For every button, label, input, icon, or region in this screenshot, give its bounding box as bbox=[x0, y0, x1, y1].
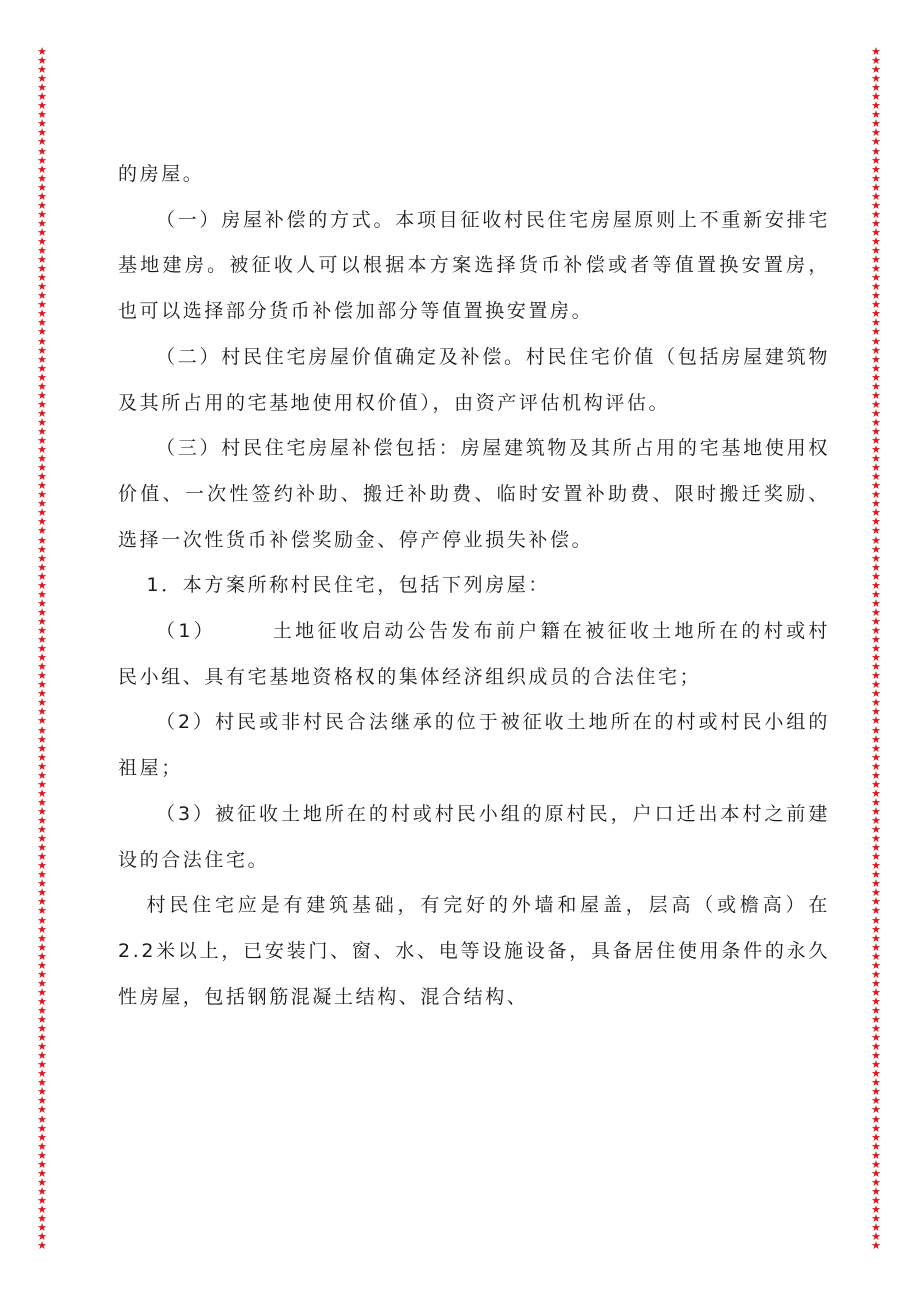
document-body bbox=[118, 152, 830, 1020]
paragraph-compensation-items: （三）村民住宅房屋补偿包括：房屋建筑物及其所占用的宅基地使用权价值、一次性签约补助、搬迁补助费、临时安置补助费、限时搬迁奖励、选择一次性货币补偿奖励金、停产停业损失补偿。 bbox=[118, 437, 830, 551]
paragraph-residence-criteria: 村民住宅应是有建筑基础，有完好的外墙和屋盖，层高（或檐高）在2.2米以上，已安装门、窗、水、电等设施设备，具备居住使用条件的永久性房屋，包括钢筋混凝土结构、混合结构、 bbox=[118, 894, 830, 1008]
item-1-marker: （1） bbox=[156, 620, 217, 643]
paragraph-item-2: （2）村民或非村民合法继承的位于被征收土地所在的村或村民小组的祖屋； bbox=[118, 711, 830, 780]
paragraph-compensation-method: （一）房屋补偿的方式。本项目征收村民住宅房屋原则上不重新安排宅基地建房。被征收人可以根据本方案选择货币补偿或者等值置换安置房，也可以选择部分货币补偿加部分等值置换安置房。 bbox=[118, 208, 830, 323]
item-1-text: 土地征收启动公告发布前户籍在被征收土地所在的村或村民小组、具有宅基地资格权的集体经济组织成员的合法住宅； bbox=[118, 620, 830, 688]
paragraph-residence-definition: 1．本方案所称村民住宅，包括下列房屋： bbox=[146, 574, 550, 597]
paragraph-continuation: 的房屋。 bbox=[118, 163, 205, 185]
paragraph-item-3: （3）被征收土地所在的村或村民小组的原村民，户口迁出本村之前建设的合法住宅。 bbox=[118, 802, 830, 871]
paragraph-value-determination: （二）村民住宅房屋价值确定及补偿。村民住宅价值（包括房屋建筑物及其所占用的宅基地使用权价值），由资产评估机构评估。 bbox=[118, 345, 830, 414]
paragraph-item-1 bbox=[118, 609, 830, 700]
left-star-border: ★ ★ ★ ★ ★ ★ ★ ★ ★ ★ ★ ★ ★ ★ ★ ★ ★ ★ ★ ★ ★ ★ ★ ★ ★ ★ ★ ★ ★ ★ ★ ★ ★ ★ ★ ★ ★ ★ ★ ★ ★ ★ ★ ★ ★ ★ ★ ★ ★ ★ ★ ★ ★ ★ ★ ★ ★ ★ ★ ★ ★ ★ ★ ★ ★ ★ ★ ★ ★ ★ ★ ★ ★ ★ ★ ★ ★ ★ ★ ★ ★ ★ ★ ★ ★ ★ ★ ★ ★ ★ ★ ★ ★ ★ ★ ★ ★ ★ ★ ★ ★ ★ ★ ★ ★ ★ ★ ★ ★ ★ ★ ★ ★ ★ ★ ★ ★ ★ ★ ★ ★ ★ ★ ★ ★ ★ ★ ★ ★ ★ ★ ★ ★ bbox=[37, 47, 47, 1253]
right-star-border: ★ ★ ★ ★ ★ ★ ★ ★ ★ ★ ★ ★ ★ ★ ★ ★ ★ ★ ★ ★ ★ ★ ★ ★ ★ ★ ★ ★ ★ ★ ★ ★ ★ ★ ★ ★ ★ ★ ★ ★ ★ ★ ★ ★ ★ ★ ★ ★ ★ ★ ★ ★ ★ ★ ★ ★ ★ ★ ★ ★ ★ ★ ★ ★ ★ ★ ★ ★ ★ ★ ★ ★ ★ ★ ★ ★ ★ ★ ★ ★ ★ ★ ★ ★ ★ ★ ★ ★ ★ ★ ★ ★ ★ ★ ★ ★ ★ ★ ★ ★ ★ ★ ★ ★ ★ ★ ★ ★ ★ ★ ★ ★ ★ ★ ★ ★ ★ ★ ★ ★ ★ ★ ★ ★ ★ ★ ★ ★ ★ ★ ★ ★ ★ bbox=[871, 47, 881, 1253]
